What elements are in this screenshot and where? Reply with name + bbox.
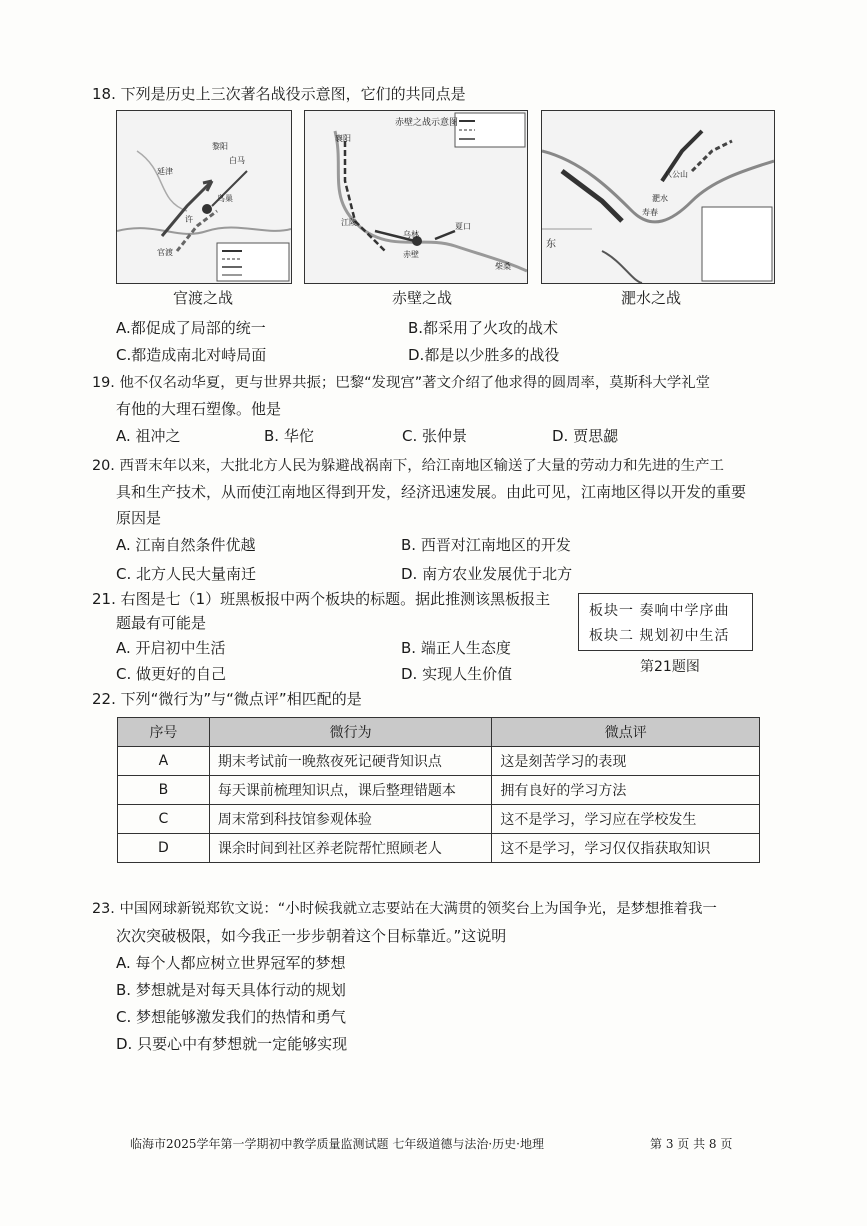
row-comment: 这是刻苦学习的表现 [492,747,760,776]
row-index: C [118,805,210,834]
q21-figure-caption: 第21题图 [640,659,700,675]
q18-stem: 18. 下列是历史上三次著名战役示意图，它们的共同点是 [92,85,466,103]
map3-label: 淝水 [652,194,668,203]
q18-option-b: B.都采用了火攻的战术 [408,319,559,337]
q19-stem-line2: 有他的大理石塑像。他是 [116,400,282,418]
map2-label: 柴桑 [495,262,511,271]
row-comment: 这不是学习，学习应在学校发生 [492,805,760,834]
q19-option-b: B. 华佗 [264,427,314,445]
map2-label: 襄阳 [335,134,351,143]
map2-label: 江陵 [341,218,357,227]
map-guandu [116,110,292,284]
q19-stem-line1: 19. 他不仅名动华夏，更与世界共振；巴黎“发现宫”著文介绍了他求得的圆周率，莫斯科大学礼堂 [92,375,710,391]
table-row [118,776,760,805]
q20-option-a: A. 江南自然条件优越 [116,536,256,554]
q22-table [117,717,760,863]
q23-stem-line2: 次次突破极限，如今我正一步步朝着这个目标靠近。”这说明 [116,927,507,945]
map3-label: 八公山 [664,170,688,179]
row-behavior: 期末考试前一晚熬夜死记硬背知识点 [209,747,492,776]
table-row [118,834,760,863]
footer-exam-title: 临海市2025学年第一学期初中教学质量监测试题 七年级道德与法治·历史·地理 [130,1137,544,1151]
header-behavior: 微行为 [209,718,492,747]
row-index: A [118,747,210,776]
map3-label: 寿春 [642,208,658,217]
caption-chibi: 赤壁之战 [392,289,453,307]
map1-label: 黎阳 [212,142,228,151]
map-feishui [541,110,775,284]
q20-stem-line3: 原因是 [116,509,162,527]
map2-label: 夏口 [455,222,471,231]
map1-label: 官渡 [157,248,173,257]
guandu-map-drawing [117,111,291,283]
q21-option-d: D. 实现人生价值 [401,665,513,683]
q23-option-d: D. 只要心中有梦想就一定能够实现 [116,1035,348,1053]
map-chibi [304,110,528,284]
row-comment: 这不是学习，学习仅仅指获取知识 [492,834,760,863]
map3-label: 东 [546,239,556,250]
map1-label: 鸟巢 [217,194,233,203]
q21-stem-line1: 21. 右图是七（1）班黑板报中两个板块的标题。据此推测该黑板报主 [92,590,551,608]
q23-option-b: B. 梦想就是对每天具体行动的规划 [116,981,346,999]
q18-option-a: A.都促成了局部的统一 [116,319,266,337]
q21-stem-line2: 题最有可能是 [116,614,207,632]
caption-feishui: 淝水之战 [621,289,682,307]
map1-label: 延津 [157,167,173,176]
row-index: B [118,776,210,805]
map2-label: 乌林 [403,230,419,239]
q19-option-c: C. 张仲景 [402,427,468,445]
header-index: 序号 [118,718,210,747]
q23-stem-line1: 23. 中国网球新锐郑钦文说：“小时候我就立志要站在大满贯的领奖台上为国争光，是梦想推着我一 [92,901,717,917]
map2-title: 赤壁之战示意图 [395,118,459,128]
board-line-2: 板块二 规划初中生活 [589,628,730,644]
q20-option-d: D. 南方农业发展优于北方 [401,565,573,583]
header-comment: 微点评 [492,718,760,747]
table-header-row [118,718,760,747]
q22-stem: 22. 下列“微行为”与“微点评”相匹配的是 [92,690,362,708]
q19-option-d: D. 贾思勰 [552,427,619,445]
map1-label: 许 [185,215,193,224]
q18-option-c: C.都造成南北对峙局面 [116,346,267,364]
q20-option-b: B. 西晋对江南地区的开发 [401,536,571,554]
row-comment: 拥有良好的学习方法 [492,776,760,805]
q23-option-a: A. 每个人都应树立世界冠军的梦想 [116,954,346,972]
row-behavior: 每天课前梳理知识点，课后整理错题本 [209,776,492,805]
map2-label: 赤壁 [403,250,419,259]
board-line-1: 板块一 奏响中学序曲 [589,603,730,619]
blackboard-figure [578,593,753,651]
q20-option-c: C. 北方人民大量南迁 [116,565,257,583]
footer-page-number: 第 3 页 共 8 页 [650,1137,733,1151]
row-index: D [118,834,210,863]
row-behavior: 周末常到科技馆参观体验 [209,805,492,834]
q20-stem-line2: 具和生产技术，从而使江南地区得到开发，经济迅速发展。由此可见，江南地区得以开发的重要 [116,483,747,501]
q20-stem-line1: 20. 西晋末年以来，大批北方人民为躲避战祸南下，给江南地区输送了大量的劳动力和先进的生产工 [92,458,724,474]
caption-guandu: 官渡之战 [173,289,234,307]
row-behavior: 课余时间到社区养老院帮忙照顾老人 [209,834,492,863]
table-row [118,805,760,834]
q21-option-c: C. 做更好的自己 [116,665,227,683]
q21-option-b: B. 端正人生态度 [401,639,511,657]
q23-option-c: C. 梦想能够激发我们的热情和勇气 [116,1008,347,1026]
q21-option-a: A. 开启初中生活 [116,639,226,657]
map1-label: 白马 [229,156,245,165]
q19-option-a: A. 祖冲之 [116,427,181,445]
q18-option-d: D.都是以少胜多的战役 [408,346,560,364]
table-row [118,747,760,776]
